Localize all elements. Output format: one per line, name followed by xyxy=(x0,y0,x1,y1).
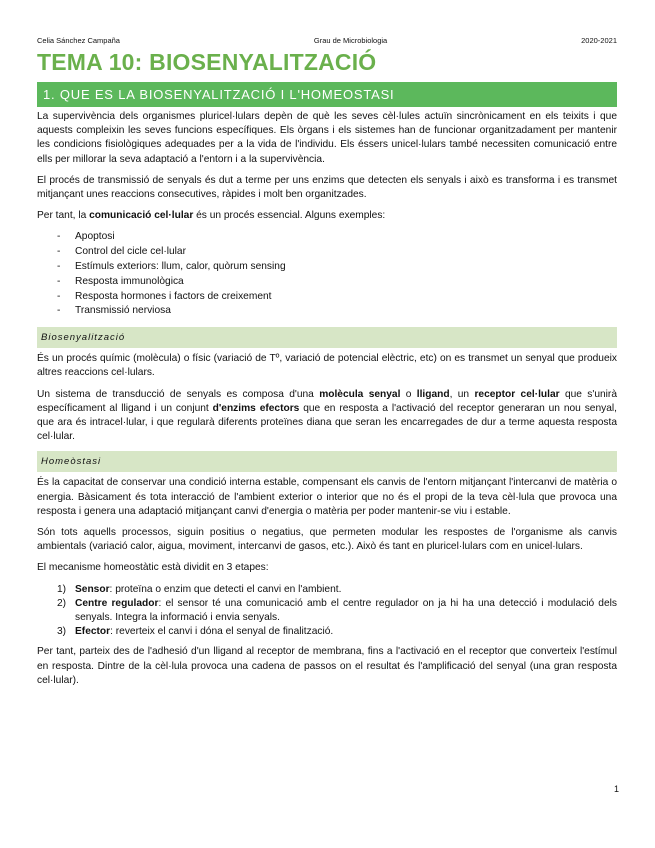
section-heading: 1. QUE ES LA BIOSENYALITZACIÓ I L'HOMEOSTASI xyxy=(37,82,617,107)
list-item: - Estímuls exteriors: llum, calor, quòrum sensing xyxy=(37,260,617,275)
page-title: TEMA 10: BIOSENYALITZACIÓ xyxy=(37,49,377,75)
paragraph-transmission: El procés de transmissió de senyals és dut a terme per uns enzims que detecten els senyals i això es transforma i es transmet mitjançant unes reaccions consecutives, ràpides i molt ben organitzades. xyxy=(37,174,617,201)
header-year: 2020-2021 xyxy=(581,36,617,45)
paragraph-communication: Per tant, la comunicació cel·lular és un procés essencial. Alguns exemples: xyxy=(37,210,386,222)
paragraph-homeostasi-processes: Són tots aquells processos, siguin positius o negatius, que permeten modular les respostes de l'organisme als canvis ambientals (variació calor, aigua, moviment, intercanvi de gasos, etc.). Això és tant en pluricel·lulars com en unicel·lulars. xyxy=(37,527,617,553)
list-item: - Apoptosi xyxy=(37,230,617,245)
paragraph-biosenyalitzacio-def: És un procés químic (molècula) o físic (variació de Tº, variació de potencial elèctric, etc) on es transmet un senyal que produeix altres reaccions cel·lulars. xyxy=(37,353,617,379)
page-header xyxy=(37,36,617,48)
paragraph-conclusion: Per tant, parteix des de l'adhesió d'un lligand al receptor de membrana, fins a l'activació en el receptor que converteix l'estímul en resposta. Dintre de la cèl·lula provoca una cadena de passos on el resultat és l'amplificació del senyal (una gran resposta cel·lular). xyxy=(37,646,617,686)
document-page xyxy=(37,36,617,695)
paragraph-transduction: Un sistema de transducció de senyals es composa d'una molècula senyal o lligand, un receptor cel·lular que s'unirà específicament al lligand i un conjunt d'enzims efectors que en resposta a l'activació del receptor generaran un nou senyal, que ara és intracel·lular, i que regularà diferents proteïnes diana que seran les encarregades de dur a terme aquesta resposta cel·lular. xyxy=(37,388,617,443)
paragraph-homeostasi-stages: El mecanisme homeostàtic està dividit en 3 etapes: xyxy=(37,562,269,574)
list-item: 1) Sensor: proteïna o enzim que detecti el canvi en l'ambient. xyxy=(57,583,342,595)
list-item: 2) Centre regulador: el sensor té una comunicació amb el centre regulador on ja hi ha una detecció i modulació dels senyals. Integra la informació i envia senyals. xyxy=(57,597,617,624)
paragraph-intro: La supervivència dels organismes pluricel·lulars depèn de què les seves cèl·lules actuïn sincrònicament en els teixits i que aquests compleixin les seves funcions específiques. Els òrgans i els sistemes han de funcionar organitzadament per mantenir les condicions fisiològiques adequades per a la vida de l'individu. Els éssers unicel·lulars també necessiten comunicació entre ells per millorar la seva adaptació a l'entorn i a la supervivència. xyxy=(37,111,617,165)
page-number: 1 xyxy=(613,784,619,794)
header-author: Celia Sánchez Campaña xyxy=(37,36,120,45)
header-course: Grau de Microbiologia xyxy=(313,36,388,45)
list-item: - Control del cicle cel·lular xyxy=(37,245,617,260)
subheading-homeostasi: Homeòstasi xyxy=(37,451,617,472)
list-item: - Transmissió nerviosa xyxy=(37,304,617,319)
examples-list xyxy=(37,230,617,319)
paragraph-homeostasi-def: És la capacitat de conservar una condició interna estable, compensant els canvis de l'entorn mitjançant l'intercanvi de matèria o energia. Bàsicament és tota interacció de l'ambient exterior o interior que no és el propi de la teva cèl·lula que provoca una resposta i genera una adaptació mitjançant canvi d'energia o matèria per poder mantenir-se viu i estable. xyxy=(37,477,617,517)
subheading-biosenyalitzacio: Biosenyalització xyxy=(37,327,617,348)
list-item: - Resposta immunològica xyxy=(37,275,617,290)
list-item: - Resposta hormones i factors de creixement xyxy=(37,290,617,305)
stages-list xyxy=(37,583,617,640)
list-item: 3) Efector: reverteix el canvi i dóna el senyal de finalització. xyxy=(57,626,334,638)
